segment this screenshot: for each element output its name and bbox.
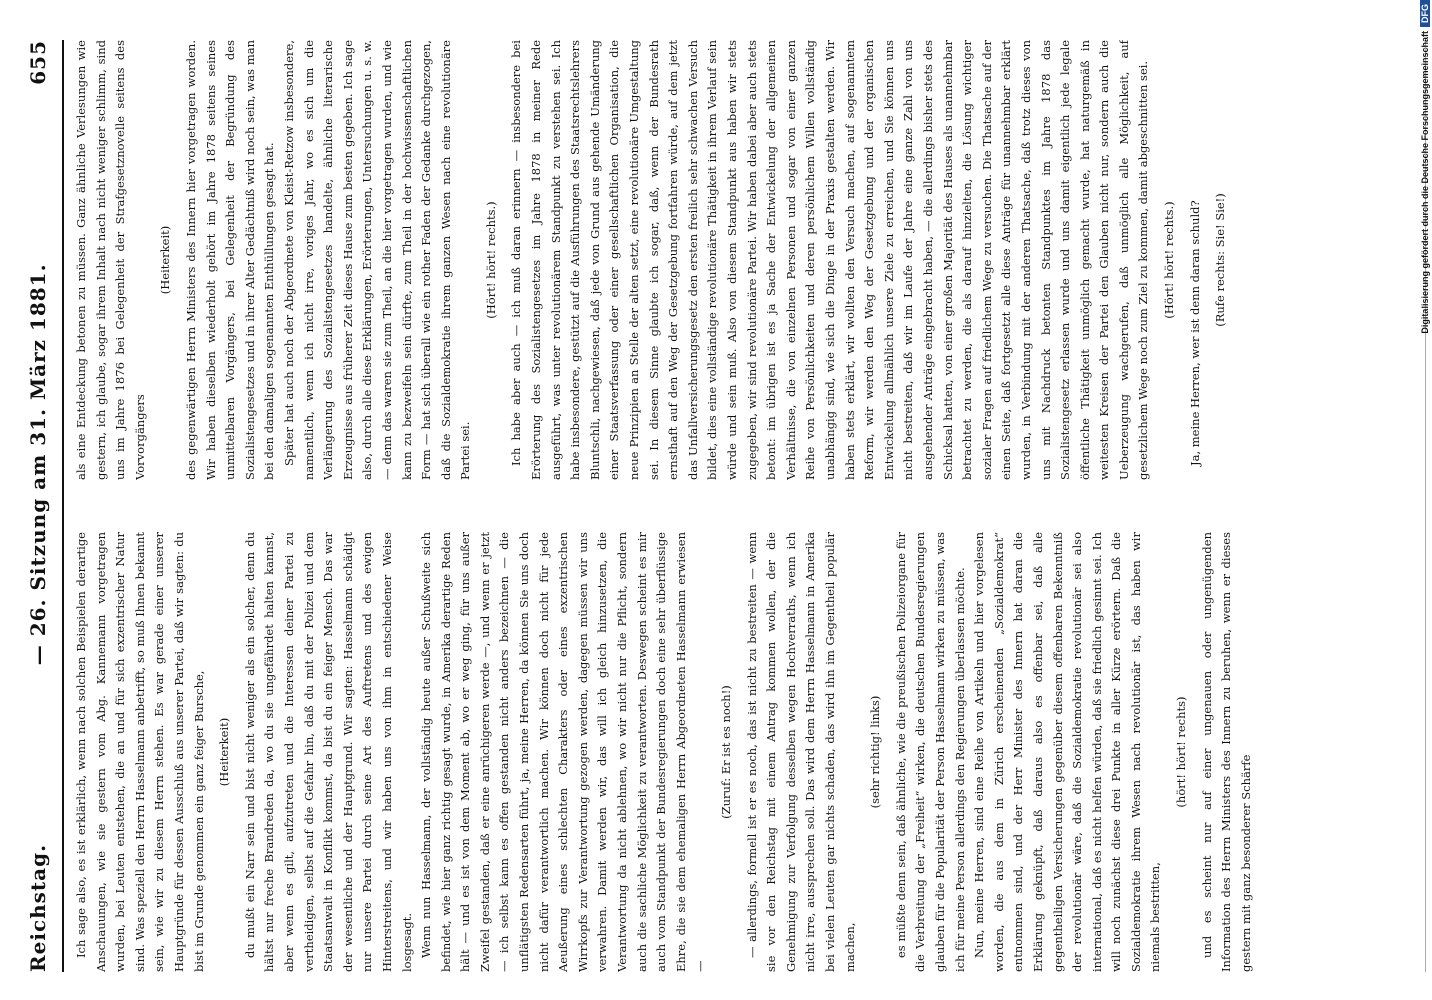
paragraph: und es scheint nur auf einer ungenauen oder ungenügenden Information des Herrn Ministers des Innern zu beruhen, wenn er dieses gestern mit ganz besonderer Schärfe — [1199, 532, 1253, 972]
paragraph: du mußt ein Narr sein und bist nicht weniger als ein solcher, denn du hältst nur freche Brandreden da, wo du sie ungefährdet halten kannst, aber wenn es gilt, aufzutreten und die Interessen deiner Partei zu vertheidigen, selbst auf die Gefahr hin, daß du mit der Polizei und dem Staatsanwalt in Konflikt kommst, da bist du ein feiger Mensch. Das war der wesentliche und der Hauptgrund. Wir sagten: Hasselmann schädigt nur unsere Partei durch seine Art des Auftretens und des ewigen Hinterstreitens, und wir haben uns von ihm in entschiedener Weise losgesagt. — [242, 532, 414, 972]
paragraph: Nun, meine Herren, sind eine Reihe von Artikeln und hier vorgelesen worden, die aus dem in Zürich erscheinenden „Sozialdemokrat“ entnommen sind, und der Herr Minister des Innern hat daran die Erklärung geknüpft, daß daraus also es offenbar sei, daß alle gegentheiligen Versicherungen gegenüber diesem offenbaren Bekenntniß der revolutionär wäre, daß die Sozialdemokratie revolutionär sei also international, daß es nicht helfen würden, daß sie friedlich gesinnt sei. Ich will noch zunächst diese drei Punkte in aller Kürze erörtern. Daß die Sozialdemokratie ihrem Wesen nach revolutionär ist, das haben wir niemals bestritten, — [972, 532, 1163, 972]
interjection: (hört! hört! rechts) — [1174, 696, 1189, 808]
header-left: Reichstag. — [26, 843, 50, 972]
paragraph: Ja, meine Herren, wer ist denn daran schuld? — [1187, 200, 1202, 466]
paragraph: — allerdings, formell ist er es noch, das ist nicht zu bestreiten — wenn sie vor den Reichstag mit einem Antrag kommen wollen, der die Genehmigung zur Verfolgung desselben wegen Hochverraths, wenn ich nicht irre, aussprechen soll. Das wird dem Herrn Hasselmann in Amerika bei vielen Leuten gar nichts schaden, das wird ihn im Gegentheil populär machen, — [744, 532, 857, 972]
interjection: (Rufe rechts: Sie! Sie!) — [1213, 193, 1228, 327]
digitization-text: Digitalisierung gefördert durch die Deutsche Forschungsgemeinschaft — [1420, 31, 1430, 334]
paragraph: als eine Entdeckung betonen zu müssen. Ganz ähnliche Verlesungen wie gestern, ich glaube, sogar ihrem Inhalt nach nicht weniger schlimm, sind uns im Jahre 1876 bei Gelegenheit der Strafgesetznovelle seitens des Vorvorgängers — [74, 40, 147, 480]
interjection: (Hört! hört! rechts.) — [483, 201, 498, 319]
paragraph: es müßte denn sein, daß ähnliche, wie die preußischen Polizeiorgane für die Verbreitung der „Freiheit“ wirken, die deutschen Bundesregierungen glauben für die Popularität der Person Hasselmann wirken zu müssen, was ich für meine Person allerdings den Regierungen überlassen möchte. — [893, 532, 967, 972]
header-title: — 26. Sitzung am 31. März 1881. — [26, 263, 50, 666]
column-right — [72, 40, 1412, 480]
interjection: (Heiterkeit) — [158, 225, 173, 295]
page-number: 655 — [26, 40, 50, 85]
interjection: (sehr richtig! links) — [868, 695, 883, 809]
paragraph: Später hat auch noch der Abgeordnete von Kleist-Retzow insbesondere, namentlich, wenn ich nicht irre, voriges Jahr, wo es sich um die Verlängerung des Sozialistengesetzes handelte, ähnliche literarische Erzeugnisse aus früherer Zeit dieses Hause zum besten gegeben. Ich sage also, durch alle diese Erklärungen, Erörterungen, Untersuchungen u. s. w. — denn das waren sie zum Theil, an die hier vorgetragen wurden, und wie kann zu bezweifeln sein dürfte, zum Theil in der hochwissenschaftlichen Form — hat sich überall wie ein rother Faden der Gedanke durchgezogen, daß die Sozialdemokratie ihrem ganzen Wesen nach eine revolutionäre Partei sei. — [281, 40, 473, 480]
interjection: (Zuruf: Er ist es noch!) — [719, 685, 733, 819]
digitization-sidebar — [1418, 0, 1432, 1000]
column-left — [72, 532, 1412, 972]
paragraph: des gegenwärtigen Herrn Ministers des Innern hier vorgetragen worden. Wir haben dieselben wiederholt gehört im Jahre 1878 seitens seines unmittelbaren Vorgängers, bei Gelegenheit der Begründung des Sozialistengesetzes und in ihrer Alter Gedächtniß wird noch sein, was man bei den damaligen sogenannten Enthüllungen gesagt hat. — [183, 40, 277, 480]
paragraph: Wenn nun Hasselmann, der vollständig heute außer Schußweite sich befindet, wie hier ganz richtig gesagt wurde, in Amerika derartige Reden hält — und es ist von dem Moment ab, wo er weg ging, für uns außer Zweifel gestanden, daß er eine anrüchigeren werde —, und wenn er jetzt — ich selbst kann es offen gestanden nicht anders bezeichnen — die unflätigsten Redensarten führt, ja, meine Herren, da können Sie uns doch nicht dafür verantwortlich machen. Wir können doch nicht für jede Aeußerung eines schlechten Charakters oder eines exzentrischen Wirrkopfs zur Verantwortung gezogen werden, dagegen müssen wir uns verwahren. Damit werden wir, das will ich gleich hinzusetzen, die Verantwortung da nicht ablehnen, wo wir nicht nur die Pflicht, sondern auch die sachliche Möglichkeit zu verantworten. Deswegen scheint es mir auch vom Standpunkt der Bundesregierungen doch eine sehr überflüssige Ehre, die sie dem ehemaligen Herrn Abgeordneten Hasselmann erwiesen — — [419, 532, 708, 972]
dfg-logo: DFG — [1420, 0, 1430, 27]
interjection: (Heiterkeit) — [217, 717, 232, 787]
interjection: (Hört! hört! rechts.) — [1162, 201, 1177, 319]
header-rule — [62, 40, 64, 972]
page-header — [20, 40, 56, 972]
paragraph: Ich sage also, es ist erklärlich, wenn nach solchen Beispielen derartige Anschauungen, wie sie gestern vom Abg. Kannemann vorgetragen wurden, bei Leuten entstehen, die an und für sich exzentrischer Natur sind. Was speziell den Herrn Hasselmann anbetrifft, so muß Ihnen bekannt sein, wie wir zu diesem Herrn stehen. Es war gerade einer unserer Hauptgründe für dessen Ausschluß aus unserer Partei, daß wir sagten: du bist im Grunde genommen ein ganz feiger Bursche, — [74, 532, 206, 972]
digitization-note — [1420, 0, 1432, 1000]
paragraph: Ich habe aber auch — ich muß daran erinnern — insbesondere bei Erörterung des Sozialistengesetzes im Jahre 1878 in meiner Rede ausgeführt, was unter revolutionärem Standpunkt zu verstehen sei. Ich habe insbesondere, gestützt auf die Ausführungen des Staatsrechtslehrers Bluntschli, nachgewiesen, daß jede von Grund aus gehende Umänderung einer Staatsverfassung oder einer gesellschaftlichen Organisation, die neue Prinzipien an Stelle der alten setzt, eine revolutionäre Umgestaltung sei. In diesem Sinne glaubte ich sogar, daß, wenn der Bundesrath ernsthaft auf den Weg der Gesetzgebung fortfahren würde, auf dem jetzt das Unfallversicherungsgesetz den ersten freilich sehr schwachen Versuch bildet, dies eine vollständige revolutionäre Thätigkeit in ihrem Verlauf sein würde und sein muß. Also von diesem Standpunkt aus haben wir stets zugegeben, wir sind revolutionäre Partei. Wir haben dabei aber auch stets betont: im übrigen ist es ja Sache der Entwickelung der allgemeinen Verhältnisse, die von einzelnen Personen und sogar von einer ganzen Reihe von Persönlichkeiten und deren persönlichem Willen vollständig unabhängig sind, wie sich die Dinge in der Praxis gestalten werden. Wir haben stets erklärt, wir wollten den Versuch machen, auf sogenanntem Reform, wir werden den Weg der Gesetzgebung und der organischen Entwickelung allmählich unsere Ziele zu erreichen, und Sie können uns nicht bestreiten, daß wir im Laufe der Jahre eine ganze Zahl von uns ausgehender Anträge eingebracht haben, — die allerdings bisher stets des Schicksal hatten, von einer großen Majorität des Hauses als unannehmbar betrachtet zu werden, die als darauf hinzielten, die Lösung wichtiger sozialer Fragen auf friedlichem Wege zu versuchen. Die Thatsache auf der einen Seite, daß fortgesetzt alle diese Anträge für unannehmbar erklärt wurden, in Verbindung mit der anderen Thatsache, daß trotz dieses von uns mit Nachdruck betonten Standpunktes im Jahre 1878 das Sozialistengesetz erlassen wurde und uns damit eigentlich jede legale öffentliche Thätigkeit unmöglich gemacht wurde, hat naturgemäß in weitesten Kreisen der Partei den Glauben nicht nur, sondern auch die Ueberzeugung wachgerufen, daß unmöglich alle Möglichkeit, auf gesetzlichem Wege noch zum Ziel zu kommen, damit abgeschnitten sei. — [509, 40, 1151, 480]
